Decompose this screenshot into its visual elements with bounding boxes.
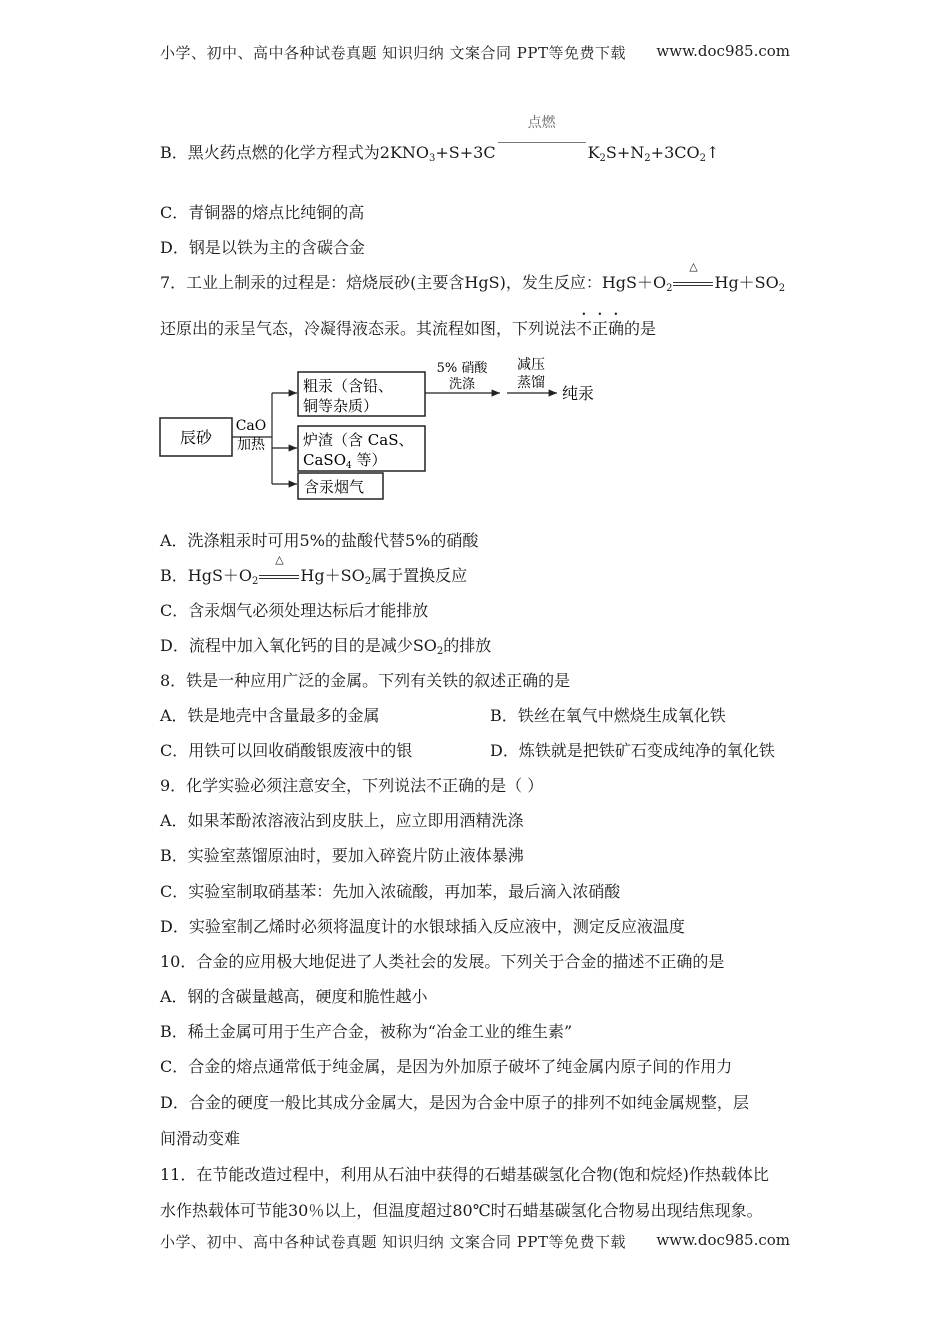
q7-text3: 还原出的汞呈气态，冷凝得液态汞。其流程如图，下列说法 — [160, 319, 577, 338]
condition-label: △ — [689, 260, 698, 273]
q8-option-b: B．铁丝在氧气中燃烧生成氧化铁 — [490, 706, 726, 725]
q6-b-text5: +3CO — [650, 143, 700, 162]
q7-option-b — [160, 553, 468, 592]
end-label: 纯汞 — [562, 384, 595, 403]
cond-bottom-label: 加热 — [237, 437, 265, 453]
q9-option-c: C．实验室制取硝基苯：先加入浓硫酸，再加苯，最后滴入浓硝酸 — [160, 882, 621, 901]
q9-option-a: A．如果苯酚浓溶液沾到皮肤上，应立即用酒精洗涤 — [160, 811, 524, 830]
wash-top-label: 5% 硝酸 — [436, 361, 488, 376]
page-header — [160, 42, 790, 63]
condition-label: △ — [275, 553, 284, 566]
process-flow-diagram — [155, 352, 615, 504]
reaction-condition — [498, 115, 586, 163]
q6-b-text4: S+N — [605, 143, 645, 162]
q10-option-d-line1: D．合金的硬度一般比其成分金属大，是因为合金中原子的排列不如纯金属规整，层 — [160, 1093, 749, 1112]
q8-option-c: C．用铁可以回收硝酸银废液中的银 — [160, 741, 413, 760]
q7-option-d — [160, 636, 491, 662]
sub: 2 — [252, 576, 259, 587]
page-footer — [160, 1231, 790, 1252]
emphasis-text: 不正确 — [576, 319, 625, 338]
q8-option-a: A．铁是地壳中含量最多的金属 — [160, 706, 380, 725]
header-url: www.doc985.com — [656, 42, 790, 60]
q6-b-text2: +S+3C — [435, 143, 496, 162]
reaction-condition — [673, 260, 713, 293]
distill-top-label: 减压 — [517, 357, 545, 373]
sub: 2 — [666, 283, 673, 294]
sub: 3 — [429, 153, 436, 164]
sub: 2 — [436, 646, 444, 657]
q7-text2: Hg＋SO — [714, 273, 779, 292]
q7-option-a: A．洗涤粗汞时可用5%的盐酸代替5%的硝酸 — [160, 531, 479, 550]
sub: 2 — [778, 283, 786, 294]
cond-top-label: CaO — [235, 418, 267, 434]
header-text: 小学、初中、高中各种试卷真题 知识归纳 文案合同 PPT等免费下载 — [160, 44, 626, 62]
sub: 2 — [364, 576, 372, 587]
footer-url: www.doc985.com — [656, 1231, 790, 1249]
q10-option-d-line2: 间滑动变难 — [160, 1129, 241, 1148]
q6-b-text: B．黑火药点燃的化学方程式为2KNO — [160, 143, 430, 162]
q6-option-c: C．青铜器的熔点比纯铜的高 — [160, 203, 365, 222]
q9-option-b: B．实验室蒸馏原油时，要加入碎瓷片防止液体暴沸 — [160, 846, 524, 865]
sub: 2 — [699, 153, 706, 164]
q9-stem: 9．化学实验必须注意安全，下列说法不正确的是（ ） — [160, 776, 544, 795]
q7-b-text: B．HgS＋O — [160, 566, 253, 585]
q10-option-b: B．稀土金属可用于生产合金，被称为“冶金工业的维生素” — [160, 1022, 573, 1041]
q7-text: 7．工业上制汞的过程是：焙烧辰砂(主要含HgS)，发生反应：HgS＋O — [160, 273, 667, 292]
condition-line — [498, 142, 586, 145]
q10-option-c: C．合金的熔点通常低于纯金属，是因为外加原子破坏了纯金属内原子间的作用力 — [160, 1057, 733, 1076]
q7-stem-line1 — [160, 260, 786, 299]
q6-option-d: D．钢是以铁为主的含碳合金 — [160, 238, 365, 257]
q8-option-d: D．炼铁就是把铁矿石变成纯净的氧化铁 — [490, 741, 775, 760]
sub: 2 — [599, 153, 606, 164]
q10-stem: 10．合金的应用极大地促进了人类社会的发展。下列关于合金的描述不正确的是 — [160, 952, 725, 971]
wash-bottom-label: 洗涤 — [448, 377, 476, 392]
q7-b-text2: Hg＋SO — [300, 566, 365, 585]
gas-arrow: ↑ — [706, 143, 720, 162]
box2-line1: 炉渣（含 CaS、 — [303, 431, 414, 449]
q9-option-d: D．实验室制乙烯时必须将温度计的水银球插入反应液中，测定反应液温度 — [160, 917, 685, 936]
reaction-condition — [259, 553, 299, 586]
q7-option-c: C．含汞烟气必须处理达标后才能排放 — [160, 601, 429, 620]
q11-stem-line2: 水作热载体可节能30％以上，但温度超过80℃时石蜡基碳氢化合物易出现结焦现象。 — [160, 1201, 763, 1220]
q7-stem-line2 — [160, 310, 656, 339]
box1-line1: 粗汞（含铅、 — [303, 377, 394, 395]
condition-line — [259, 575, 299, 579]
footer-text: 小学、初中、高中各种试卷真题 知识归纳 文案合同 PPT等免费下载 — [160, 1233, 626, 1251]
q8-stem: 8．铁是一种应用广泛的金属。下列有关铁的叙述正确的是 — [160, 671, 571, 690]
q7-d-text: D．流程中加入氧化钙的目的是减少SO — [160, 636, 437, 655]
q6-b-text3: K — [587, 143, 600, 162]
box3-label: 含汞烟气 — [304, 478, 365, 496]
q6-option-b — [160, 115, 720, 169]
q11-stem-line1: 11．在节能改造过程中，利用从石油中获得的石蜡基碳氢化合物(饱和烷烃)作热载体比 — [160, 1165, 769, 1184]
box2-line2: CaSO$_4$ 等） — [303, 451, 387, 471]
sub: 2 — [644, 153, 651, 164]
start-label: 辰砂 — [179, 428, 213, 447]
condition-label: 点燃 — [527, 115, 556, 131]
condition-line — [673, 282, 713, 286]
q7-d-text2: 的排放 — [443, 636, 492, 655]
q10-option-a: A．钢的含碳量越高，硬度和脆性越小 — [160, 987, 428, 1006]
distill-bottom-label: 蒸馏 — [517, 375, 545, 391]
q7-text4: 的是 — [624, 319, 657, 338]
q7-b-text3: 属于置换反应 — [371, 566, 468, 585]
box1-line2: 铜等杂质） — [303, 397, 379, 415]
